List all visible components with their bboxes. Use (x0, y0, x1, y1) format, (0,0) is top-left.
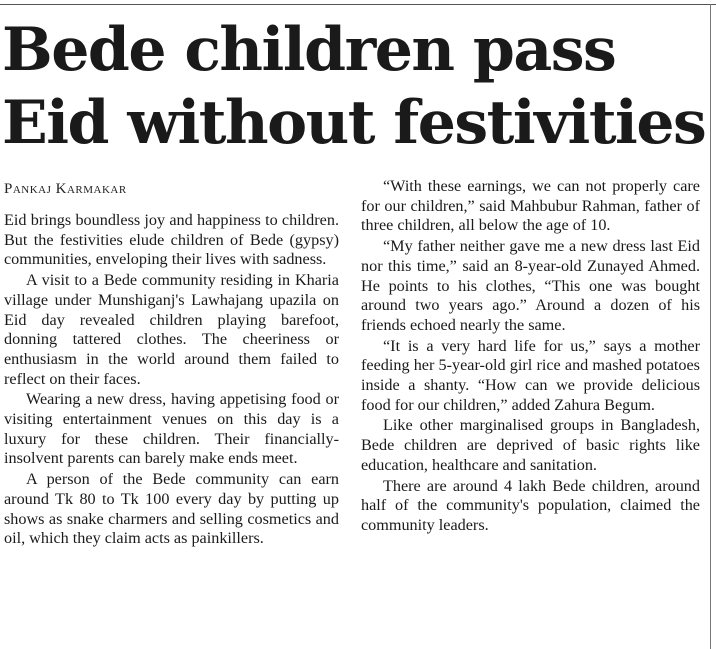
paragraph: Eid brings boundless joy and happiness to children. But the festivities elude children of Bede (gypsy) communities, enveloping their lives with sadness. (4, 211, 339, 269)
article-column-left (4, 211, 339, 549)
headline: Bede children pass Eid without festivities (2, 15, 706, 158)
paragraph: A visit to a Bede community residing in Kharia village under Munshiganj's Lawhajang upazila on Eid day revealed children playing barefoot, donning tattered clothes. The cheeriness or enthusiasm in the world around them failed to reflect on their faces. (4, 271, 339, 388)
paragraph: Like other marginalised groups in Bangladesh, Bede children are deprived of basic rights like education, healthcare and sanitation. (361, 416, 700, 474)
paragraph: “With these earnings, we can not properly care for our children,” said Mahbubur Rahman, father of three children, all below the age of 10. (361, 177, 700, 235)
paragraph: “My father neither gave me a new dress last Eid nor this time,” said an 8-year-old Zunayed Ahmed. He points to his clothes, “This one was bought around two years ago.” Around a dozen of his friends echoed nearly the same. (361, 237, 700, 334)
byline: Pankaj Karmakar (4, 181, 127, 197)
paragraph: “It is a very hard life for us,” says a mother feeding her 5-year-old girl rice and mashed potatoes inside a shanty. “How can we provide delicious food for our children,” added Zahura Begum. (361, 336, 700, 414)
paragraph: Wearing a new dress, having appetising food or visiting entertainment venues on this day is a luxury for these children. Their financially-insolvent parents can barely make ends meet. (4, 390, 339, 468)
paragraph: A person of the Bede community can earn around Tk 80 to Tk 100 every day by putting up shows as snake charmers and selling cosmetics and oil, which they claim acts as painkillers. (4, 470, 339, 548)
article-column-right (361, 177, 700, 536)
paragraph: There are around 4 lakh Bede children, around half of the community's population, claimed the community leaders. (361, 476, 700, 534)
top-rule (0, 4, 716, 5)
column-rule (710, 4, 711, 649)
